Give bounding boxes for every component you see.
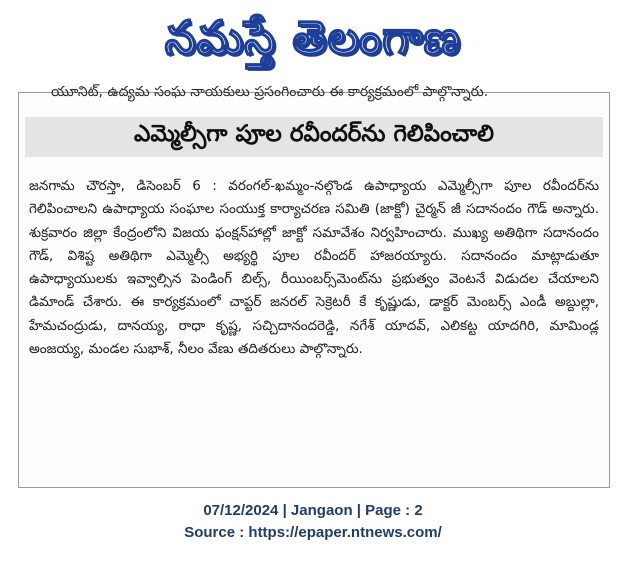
article-body: జనగామ చౌరస్తా, డిసెంబర్ 6 : వరంగల్-ఖమ్మం-నల్గొండ ఉపాధ్యాయ ఎమ్మెల్సీగా పూల రవీందర్‌ను గెలిపించాలని ఉపాధ్యాయ సంఘాల సంయుక్త కార్యాచరణ సమితి (జాక్టో) చైర్మన్ జీ సదానందం గౌడ్ అన్నారు. శుక్రవారం జిల్లా కేంద్రంలోని విజయ ఫంక్షన్‌హాల్లో జాక్టో సమావేశం నిర్వహించారు. ముఖ్య అతిథిగా సదానందం గౌడ్, విశిష్ట అతిథిగా ఎమ్మెల్సీ అభ్యర్థి పూల రవీందర్ హాజరయ్యారు. సదానందం మాట్లాడుతూ ఉపాధ్యాయులకు ఇవ్వాల్సిన పెండింగ్ బిల్స్, రీయింబర్స్‌మెంట్‌ను ప్రభుత్వం వెంటనే విడుదల చేయాలని డిమాండ్ చేశారు. ఈ కార్యక్రమంలో చాప్టర్ జనరల్ సెక్రెటరీ కే కృష్ణుడు, డాక్టర్ మెంబర్స్ ఎండీ అబ్దుల్లా, హేమచంద్రుడు, దానయ్య, రాధా కృష్ణ, సచ్చిదానందరెడ్డి, నగేశ్ యాదవ్, ఎలికట్ట యాదగిరి, మామిండ్ల అంజయ్య, మండల సుభాశ్, నీలం వేణు తదితరులు పాల్గొన్నారు. bbox=[29, 178, 599, 358]
masthead-title: నమస్తే తెలంగాణ bbox=[164, 11, 462, 65]
article-headline: ఎమ్మెల్సీగా పూల రవీందర్‌ను గెలిపించాలి bbox=[133, 121, 495, 147]
cut-off-previous-line bbox=[19, 84, 609, 107]
cut-off-text: యూనిట్, ఉద్యమ సంఘ నాయకులు ప్రసంగించారు ఈ కార్యక్రమంలో పాల్గొన్నారు. bbox=[51, 84, 489, 100]
news-clipping bbox=[18, 84, 610, 488]
caption-date-line: 07/12/2024 | Jangaon | Page : 2 bbox=[203, 502, 423, 519]
newspaper-masthead bbox=[0, 4, 626, 84]
headline-band bbox=[25, 117, 603, 157]
caption-source-line: Source : https://epaper.ntnews.com/ bbox=[184, 524, 442, 541]
